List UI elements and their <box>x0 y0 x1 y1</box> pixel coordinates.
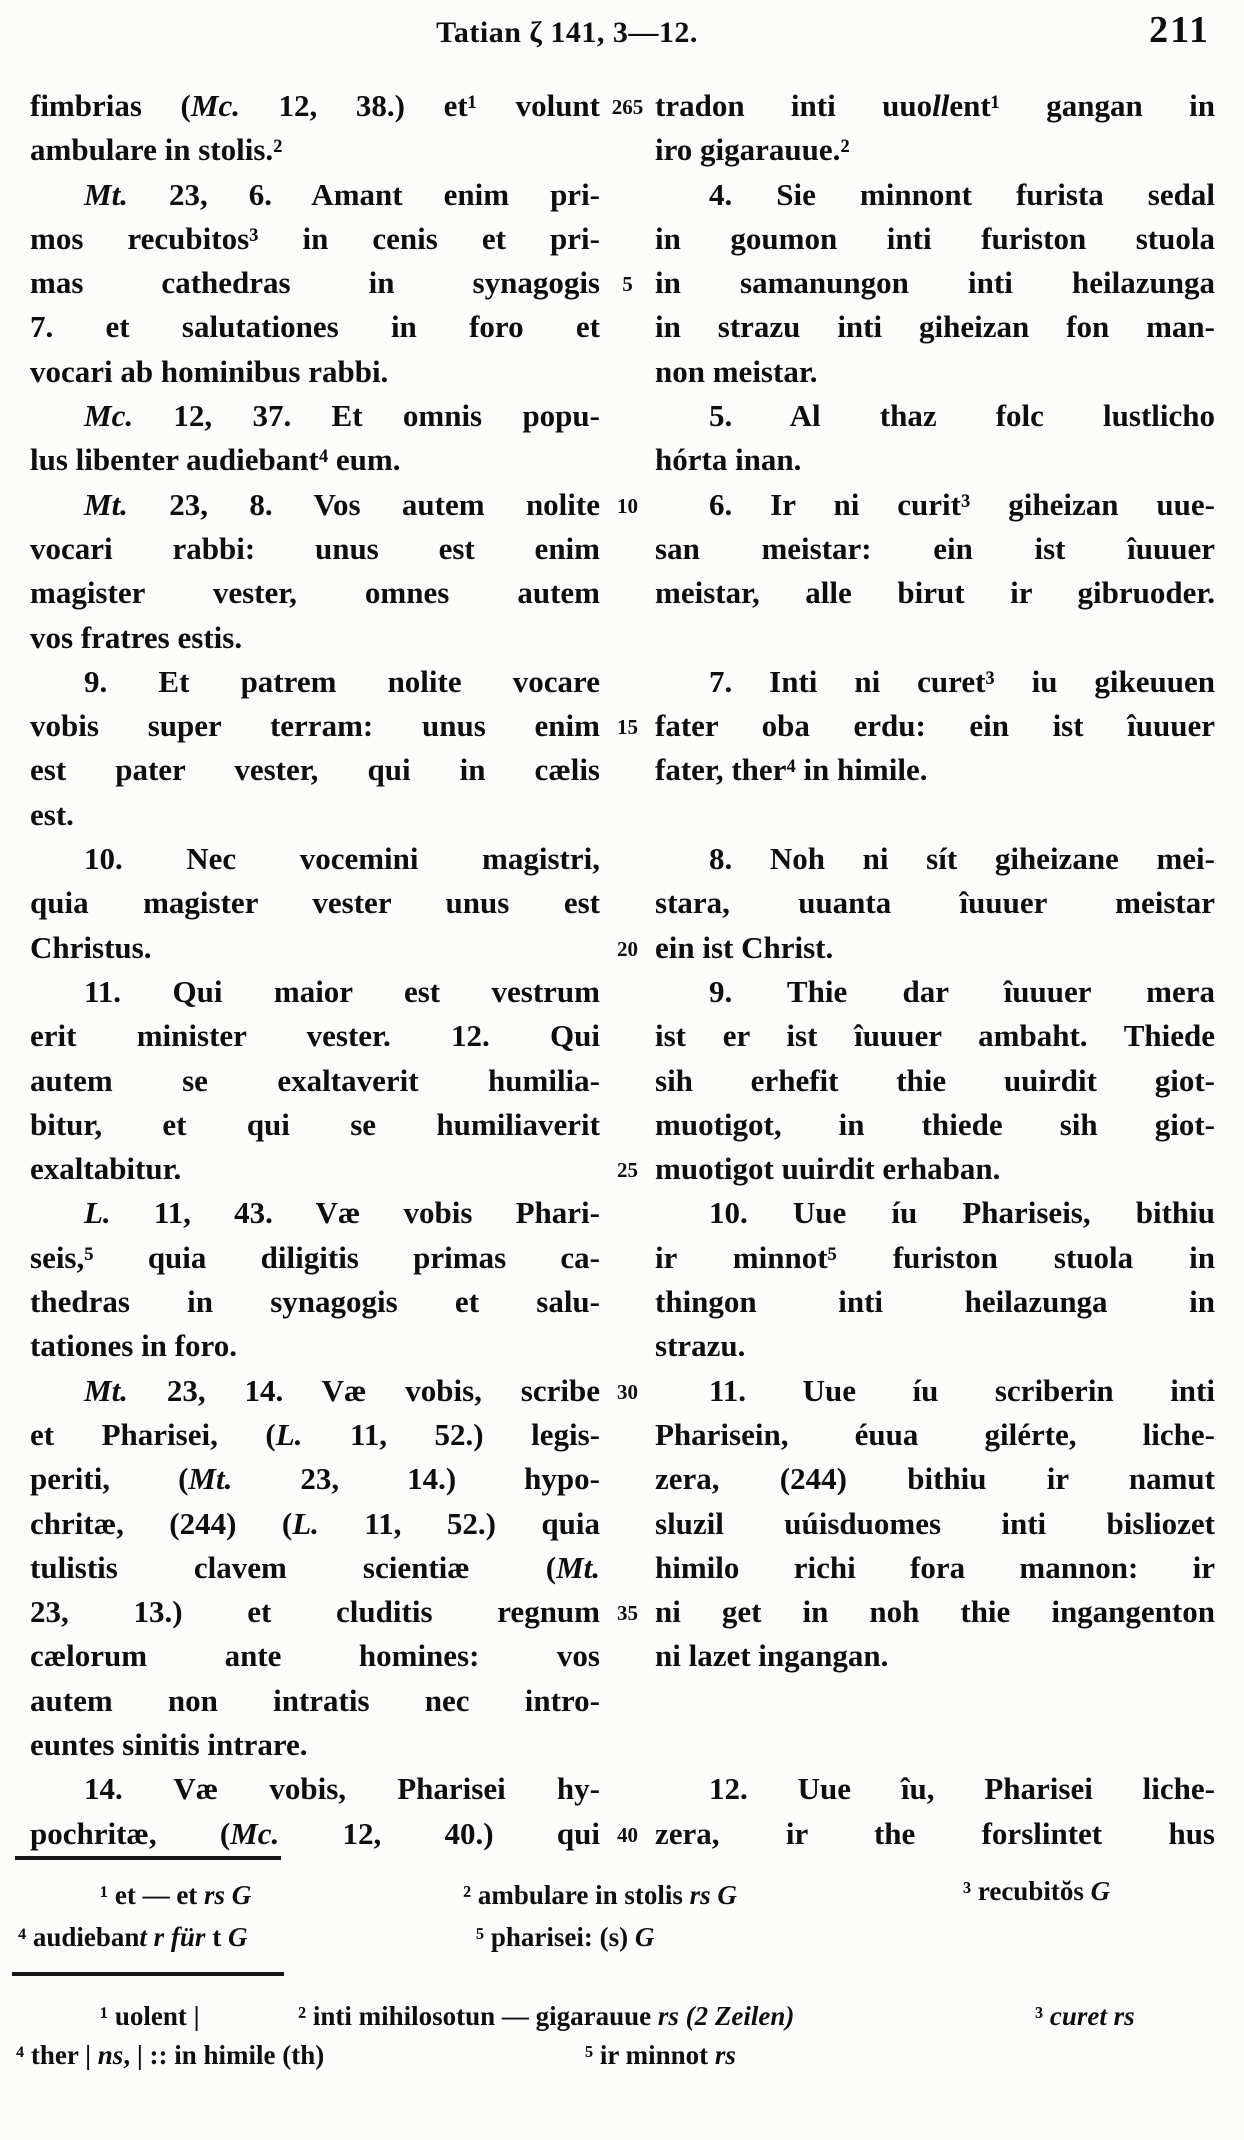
latin-line: lus libenter audiebant⁴ eum. <box>30 442 401 478</box>
latin-line: periti, (Mt. 23, 14.) hypo- <box>30 1461 600 1497</box>
footnote-1-3: ³ recubitŏs G <box>963 1876 1111 1906</box>
ohg-line: himilo richi fora mannon: ir <box>655 1549 1215 1585</box>
latin-line: Mt. 23, 8. Vos autem nolite <box>84 486 600 522</box>
text-row <box>30 1634 1215 1678</box>
line-number <box>600 793 655 837</box>
line-number <box>600 1191 655 1235</box>
latin-line: 14. Væ vobis, Pharisei hy- <box>84 1771 600 1807</box>
line-number <box>600 571 655 615</box>
ohg-line <box>655 1679 1215 1723</box>
footnote-1-5: ⁵ pharisei: (s) G <box>476 1922 655 1952</box>
line-number <box>600 748 655 792</box>
ohg-line: 4. Sie minnont furista sedal <box>709 176 1215 212</box>
text-row <box>30 527 1215 571</box>
text-row <box>30 173 1215 217</box>
latin-line: tationes in foro. <box>30 1328 237 1364</box>
ohg-line: stara, uuanta îuuuer meistar <box>655 885 1215 921</box>
latin-line: 9. Et patrem nolite vocare <box>84 663 600 699</box>
line-number: 25 <box>617 1158 638 1183</box>
text-row <box>30 217 1215 261</box>
ohg-line: ir minnot⁵ furiston stuola in <box>655 1239 1215 1275</box>
latin-line: vocari ab hominibus rabbi. <box>30 353 389 389</box>
text-row <box>30 1059 1215 1103</box>
latin-line: fimbrias (Mc. 12, 38.) et¹ volunt <box>30 88 600 123</box>
text-row <box>30 394 1215 438</box>
text-row <box>30 1767 1215 1811</box>
ohg-line: 5. Al thaz folc lustlicho <box>709 398 1215 434</box>
line-number <box>600 837 655 881</box>
line-number <box>600 173 655 217</box>
text-row <box>30 305 1215 349</box>
ohg-line: 6. Ir ni curit³ giheizan uue- <box>709 486 1215 522</box>
ohg-line: ein ist Christ. <box>655 929 834 965</box>
text-row <box>30 1413 1215 1457</box>
ohg-line: muotigot uuirdit erhaban. <box>655 1151 1001 1187</box>
text-row <box>30 483 1215 527</box>
ohg-line: meistar, alle birut ir gibruoder. <box>655 575 1215 611</box>
text-row <box>30 793 1215 837</box>
latin-line: cælorum ante homines: vos <box>30 1638 600 1674</box>
page-number: 211 <box>1149 9 1210 51</box>
text-row <box>30 704 1215 748</box>
text-row <box>30 1369 1215 1413</box>
latin-line: seis,⁵ quia diligitis primas ca- <box>30 1239 600 1275</box>
line-number <box>600 1014 655 1058</box>
latin-line: autem non intratis nec intro- <box>30 1682 600 1718</box>
latin-line: chritæ, (244) (L. 11, 52.) quia <box>30 1505 600 1541</box>
ohg-line <box>655 1723 1215 1767</box>
line-number: 265 <box>611 95 644 119</box>
latin-line: 7. et salutationes in foro et <box>30 309 600 345</box>
latin-line: euntes sinitis intrare. <box>30 1726 308 1762</box>
line-number <box>600 217 655 261</box>
latin-line: autem se exaltaverit humilia- <box>30 1062 600 1098</box>
text-row <box>30 1191 1215 1235</box>
ohg-line: fater oba erdu: ein ist îuuuer <box>655 708 1215 744</box>
line-number <box>600 1059 655 1103</box>
line-number <box>600 1236 655 1280</box>
line-number <box>600 1502 655 1546</box>
text-row <box>30 1723 1215 1767</box>
text-row <box>30 128 1215 172</box>
text-row <box>30 970 1215 1014</box>
latin-line: vobis super terram: unus enim <box>30 708 600 744</box>
latin-line: Christus. <box>30 929 152 965</box>
line-number: 20 <box>617 936 638 961</box>
latin-line: 23, 13.) et cluditis regnum <box>30 1594 600 1630</box>
footnote-1-2: ² ambulare in stolis rs G <box>463 1880 737 1910</box>
latin-line: ambulare in stolis.² <box>30 132 283 168</box>
line-number <box>600 660 655 704</box>
latin-line: tulistis clavem scientiæ (Mt. <box>30 1549 600 1585</box>
ohg-line: san meistar: ein ist îuuuer <box>655 530 1215 566</box>
text-row <box>30 1103 1215 1147</box>
footnote-separator-rule-1 <box>15 1856 281 1860</box>
ohg-line: fater, ther⁴ in himile. <box>655 752 928 788</box>
text-row <box>30 616 1215 660</box>
ohg-line: strazu. <box>655 1328 746 1364</box>
line-number <box>600 1679 655 1723</box>
latin-line: Mt. 23, 6. Amant enim pri- <box>84 176 600 212</box>
ohg-line: 12. Uue îu, Pharisei liche- <box>709 1771 1215 1807</box>
ohg-line: ni lazet ingangan. <box>655 1638 889 1674</box>
latin-line: magister vester, omnes autem <box>30 575 600 611</box>
ohg-line <box>655 616 1215 660</box>
line-number <box>600 527 655 571</box>
latin-line: mas cathedras in synagogis <box>30 265 600 301</box>
text-row <box>30 1236 1215 1280</box>
ohg-line: zera, ir the forslintet hus <box>655 1815 1215 1851</box>
line-number <box>600 1280 655 1324</box>
line-number <box>600 1634 655 1678</box>
line-number <box>600 1723 655 1767</box>
ohg-line: sluzil uúisduomes inti bisliozet <box>655 1505 1215 1541</box>
latin-line: mos recubitos³ in cenis et pri- <box>30 220 600 256</box>
ohg-line: in samanungon inti heilazunga <box>655 265 1215 301</box>
line-number <box>600 1103 655 1147</box>
line-number <box>600 394 655 438</box>
line-number <box>600 616 655 660</box>
text-row <box>30 1812 1215 1856</box>
ohg-line: muotigot, in thiede sih giot- <box>655 1106 1215 1142</box>
ohg-line: 9. Thie dar îuuuer mera <box>709 973 1215 1009</box>
latin-line: Mc. 12, 37. Et omnis popu- <box>84 398 600 434</box>
latin-line: 11. Qui maior est vestrum <box>84 973 600 1009</box>
text-row <box>30 748 1215 792</box>
latin-line: est. <box>30 796 74 832</box>
text-row <box>30 1147 1215 1191</box>
ohg-line: sih erhefit thie uuirdit giot- <box>655 1062 1215 1098</box>
latin-line: L. 11, 43. Væ vobis Phari- <box>84 1195 600 1231</box>
line-number: 15 <box>617 715 638 740</box>
text-row <box>30 1014 1215 1058</box>
latin-line: 10. Nec vocemini magistri, <box>84 841 600 877</box>
footnote-2-1: ¹ uolent | <box>100 2001 200 2031</box>
footnote-2-3: ³ curet rs <box>1035 2001 1135 2031</box>
latin-line: thedras in synagogis et salu- <box>30 1284 600 1320</box>
ohg-line: 7. Inti ni curet³ iu gikeuuen <box>709 663 1215 699</box>
ohg-line: 11. Uue íu scriberin inti <box>709 1372 1215 1408</box>
text-row <box>30 350 1215 394</box>
line-number <box>600 128 655 172</box>
text-row <box>30 1679 1215 1723</box>
text-row <box>30 1280 1215 1324</box>
latin-line: vocari rabbi: unus est enim <box>30 530 600 566</box>
ohg-line <box>655 793 1215 837</box>
line-number <box>600 1413 655 1457</box>
line-number <box>600 881 655 925</box>
latin-line: est pater vester, qui in cælis <box>30 752 600 788</box>
line-number <box>600 1324 655 1368</box>
latin-line: et Pharisei, (L. 11, 52.) legis- <box>30 1416 600 1452</box>
ohg-line: tradon inti uuollent¹ gangan in <box>655 88 1215 123</box>
ohg-line: 10. Uue íu Phariseis, bithiu <box>709 1195 1215 1231</box>
latin-line: pochritæ, (Mc. 12, 40.) qui <box>30 1815 600 1851</box>
ohg-line: 8. Noh ni sít giheizane mei- <box>709 841 1215 877</box>
ohg-line: zera, (244) bithiu ir namut <box>655 1461 1215 1497</box>
line-number: 35 <box>617 1601 638 1626</box>
ohg-line: hórta inan. <box>655 442 802 478</box>
ohg-line: iro gigarauue.² <box>655 132 850 168</box>
text-row <box>30 1502 1215 1546</box>
latin-line: quia magister vester unus est <box>30 885 600 921</box>
text-row <box>30 881 1215 925</box>
text-row <box>30 84 1215 128</box>
ohg-line: Pharisein, éuua gilérte, liche- <box>655 1416 1215 1452</box>
text-row <box>30 837 1215 881</box>
latin-line: Mt. 23, 14. Væ vobis, scribe <box>84 1372 600 1408</box>
latin-line: vos fratres estis. <box>30 619 243 655</box>
ohg-line: in strazu inti giheizan fon man- <box>655 309 1215 345</box>
running-header: Tatian ζ 141, 3—12. <box>436 16 698 49</box>
footnote-2-4: ⁴ ther | ns, | :: in himile (th) <box>16 2040 325 2070</box>
ohg-line: ni get in noh thie ingangenton <box>655 1594 1215 1630</box>
latin-line: bitur, et qui se humiliaverit <box>30 1106 600 1142</box>
footnote-1-1: ¹ et — et rs G <box>100 1880 252 1910</box>
text-row <box>30 660 1215 704</box>
text-row <box>30 1324 1215 1368</box>
line-number <box>600 1767 655 1811</box>
text-row <box>30 1457 1215 1501</box>
line-number <box>600 1546 655 1590</box>
text-row <box>30 438 1215 482</box>
ohg-line: thingon inti heilazunga in <box>655 1284 1215 1320</box>
ohg-line: in goumon inti furiston stuola <box>655 220 1215 256</box>
line-number <box>600 970 655 1014</box>
footnote-separator-rule-2 <box>12 1972 284 1976</box>
latin-line: erit minister vester. 12. Qui <box>30 1018 600 1054</box>
text-row <box>30 571 1215 615</box>
text-row <box>30 1590 1215 1634</box>
line-number <box>600 1457 655 1501</box>
text-rows <box>30 84 1215 1856</box>
line-number: 5 <box>622 272 633 297</box>
ohg-line: ist er ist îuuuer ambaht. Thiede <box>655 1018 1215 1054</box>
line-number: 30 <box>617 1379 638 1404</box>
latin-line: exaltabitur. <box>30 1151 182 1187</box>
line-number: 40 <box>617 1822 638 1847</box>
footnote-2-5: ⁵ ir minnot rs <box>585 2040 736 2070</box>
line-number <box>600 438 655 482</box>
text-row <box>30 926 1215 970</box>
text-row <box>30 261 1215 305</box>
footnote-1-4: ⁴ audiebant r für t G <box>18 1922 248 1952</box>
footnote-2-2: ² inti mihilosotun — gigarauue rs (2 Zeilen) <box>298 2001 795 2031</box>
line-number: 10 <box>617 493 638 518</box>
line-number <box>600 305 655 349</box>
line-number <box>600 350 655 394</box>
text-row <box>30 1546 1215 1590</box>
ohg-line: non meistar. <box>655 353 818 389</box>
